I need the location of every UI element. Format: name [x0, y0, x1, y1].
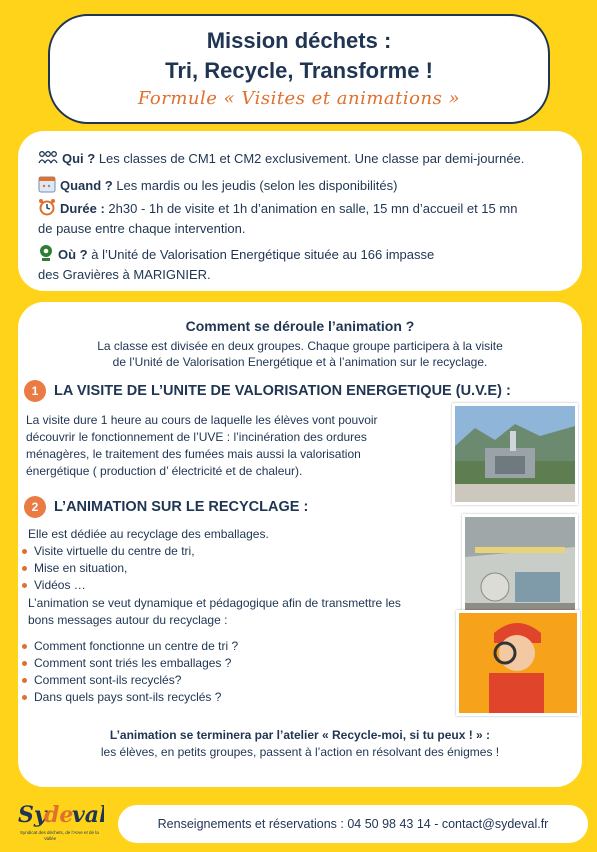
section-1-title-text: LA VISITE DE L’UNITE DE VALORISATION ENERGETIQUE (U.V.E) :	[54, 382, 511, 399]
duree-text1: 2h30 - 1h de visite et 1h d’animation en salle, 15 mn d’accueil et 15 mn	[104, 200, 518, 216]
list-item: Comment fonctionne un centre de tri ?	[22, 638, 238, 655]
sorting-centre-photo	[462, 514, 578, 616]
section-2-title-text: L’ANIMATION SUR LE RECYCLAGE :	[54, 498, 309, 515]
list-item: Comment sont triés les emballages ?	[22, 655, 231, 672]
section-1-line: La visite dure 1 heure au cours de laquelle les élèves vont pouvoir	[26, 413, 378, 427]
section-1-number: 1	[24, 380, 46, 402]
title-subtitle: Formule « Visites et animations »	[137, 88, 461, 109]
title-box	[48, 14, 550, 124]
intro-line1: La classe est divisée en deux groupes. Chaque groupe participera à la visite	[97, 339, 503, 353]
sydeval-logo	[14, 792, 104, 847]
svg-text:Syndicat des déchets, de l’Arv: Syndicat des déchets, de l’Arve et de la	[20, 830, 99, 835]
closing-text	[18, 727, 582, 761]
contact-box	[118, 805, 588, 843]
alarm-clock-icon	[38, 198, 56, 221]
section-1-text	[26, 412, 378, 480]
intro-line2: de l’Unité de Valorisation Energétique et à l’animation sur le recyclage.	[112, 355, 488, 369]
list-item: Vidéos …	[22, 577, 86, 594]
section-2-intro: Elle est dédiée au recyclage des emballages.	[28, 527, 269, 541]
location-pin-icon	[38, 244, 54, 267]
contact-text: Renseignements et réservations : 04 50 98 43 14 - contact@sydeval.fr	[157, 817, 549, 831]
section-2-para-line1: L’animation se veut dynamique et pédagogique afin de transmettre les	[28, 596, 401, 610]
section-1-title	[24, 380, 511, 402]
info-duree	[38, 198, 517, 221]
ou-text1: à l’Unité de Valorisation Energétique située au 166 impasse	[87, 246, 435, 262]
closing-line1: L’animation se terminera par l’atelier « Recycle-moi, si tu peux ! » :	[109, 728, 491, 742]
section-2-title	[24, 496, 308, 518]
svg-text:val: val	[72, 802, 104, 828]
info-ou-cont	[38, 265, 211, 284]
section-2-number: 2	[24, 496, 46, 518]
info-qui	[38, 149, 524, 169]
title-line2: Tri, Recycle, Transforme !	[165, 58, 433, 83]
duree-text2: de pause entre chaque intervention.	[38, 221, 246, 236]
svg-text:Sy: Sy	[18, 802, 47, 828]
duree-label: Durée :	[60, 200, 105, 216]
list-item: Comment sont-ils recyclés?	[22, 672, 181, 689]
svg-text:Vallée: Vallée	[44, 836, 57, 841]
list-item: Dans quels pays sont-ils recyclés ?	[22, 689, 221, 706]
qui-text: Les classes de CM1 et CM2 exclusivement. Une classe par demi-journée.	[95, 151, 525, 166]
list-item: Mise en situation,	[22, 560, 127, 577]
ou-label: Où ?	[58, 246, 88, 262]
section-1-line: découvrir le fonctionnement de l’UVE : l’incinération des ordures	[26, 430, 367, 444]
info-quand	[38, 175, 397, 198]
quand-label: Quand ?	[60, 177, 113, 193]
info-duree-cont	[38, 219, 245, 238]
uve-plant-photo	[452, 403, 578, 505]
section-1-line: énergétique ( production d’ électricité et de chaleur).	[26, 464, 303, 478]
section-1-line: ménagères, le traitement des fumées mais aussi la valorisation	[26, 447, 361, 461]
section-heading: Comment se déroule l’animation ?	[185, 318, 415, 334]
main-box	[18, 302, 582, 787]
ou-text2: des Gravières à MARIGNIER.	[38, 267, 211, 282]
child-magnifier-photo	[456, 610, 580, 716]
calendar-icon	[38, 175, 56, 198]
title-line1: Mission déchets :	[206, 28, 392, 53]
closing-line2: les élèves, en petits groupes, passent à l’action en résolvant des énigmes !	[100, 745, 500, 759]
svg-text:de: de	[44, 802, 74, 828]
info-box	[18, 131, 582, 291]
qui-label: Qui ?	[62, 151, 96, 166]
section-2-para-line2: bons messages autour du recyclage :	[28, 613, 228, 627]
people-icon	[38, 150, 58, 169]
quand-text: Les mardis ou les jeudis (selon les disponibilités)	[112, 177, 398, 193]
section-2-para	[28, 595, 401, 629]
info-ou	[38, 244, 434, 267]
list-item: Visite virtuelle du centre de tri,	[22, 543, 195, 560]
